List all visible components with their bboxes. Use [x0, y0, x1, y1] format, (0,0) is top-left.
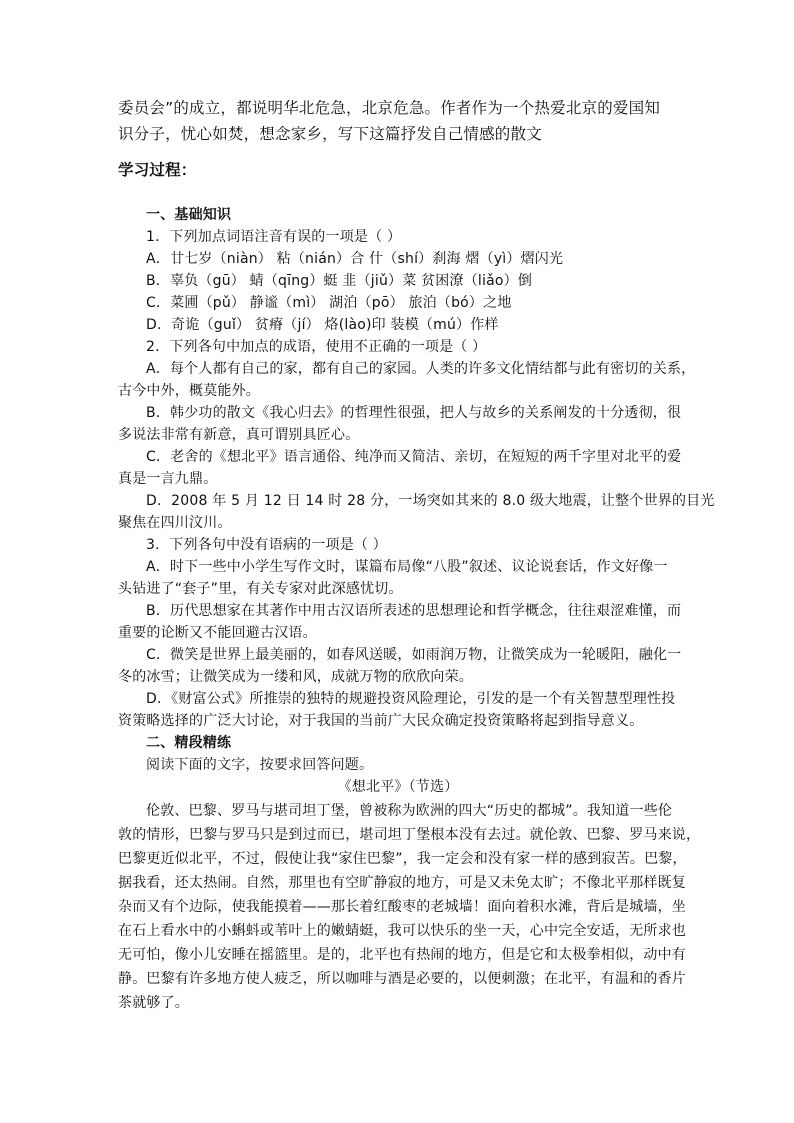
question-3-stem: 3．下列各句中没有语病的一项是（ ）: [146, 537, 387, 553]
passage-line: 伦敦、巴黎、罗马与堪司坦丁堡，曾被称为欧洲的四大“历史的都城”。我知道一些伦: [146, 803, 673, 819]
part2-heading: 二、精段精练: [146, 735, 232, 751]
question-2-stem: 2．下列各句中加点的成语，使用不正确的一项是（ ）: [146, 339, 487, 355]
question-3-line: 头钻进了“套子”里，有关专家对此深感忧切。: [118, 581, 403, 597]
question-3-line: 重要的论断又不能回避古汉语。: [118, 625, 317, 641]
question-2-line: B．韩少功的散文《我心归去》的哲理性很强，把人与故乡的关系阐发的十分透彻，很: [146, 405, 682, 421]
question-2-line: 多说法非常有新意，真可谓别具匠心。: [118, 427, 360, 443]
passage-title: 《想北平》（节选）: [337, 779, 459, 795]
question-2-line: C．老舍的《想北平》语言通俗、纯净而又简洁、亲切，在短短的两千字里对北平的爱: [146, 449, 682, 465]
question-1-stem: 1．下列加点词语注音有误的一项是（ ）: [146, 229, 402, 245]
question-1-option: C．菜圃（pǔ） 静谧（mì） 湖泊（pō） 旅泊（bó）之地: [146, 295, 512, 311]
question-2-line: 聚焦在四川汶川。: [118, 515, 232, 531]
question-3-line: D．《财富公式》所推崇的独特的规避投资风险理论，引发的是一个有关智慧型理性投: [146, 691, 676, 707]
passage-line: 杂而又有个边际，使我能摸着——那长着红酸枣的老城墙！面向着积水滩，背后是城墙，坐: [118, 899, 686, 915]
question-3-line: C．微笑是世界上最美丽的，如春风送暖，如雨润万物，让微笑成为一轮暖阳，融化一: [146, 647, 682, 663]
passage-line: 敦的情形，巴黎与罗马只是到过而已，堪司坦丁堡根本没有去过。就伦敦、巴黎、罗马来说，: [118, 827, 701, 843]
question-2-line: 真是一言九鼎。: [118, 471, 218, 487]
question-1-option: A．廿七岁（niàn） 粘（nián）合 什（shí）刹海 熠（yì）熠闪光: [146, 251, 564, 267]
question-2-line: D．2008 年 5 月 12 日 14 时 28 分，一场突如其来的 8.0 级大地震，让整个世界的目光: [146, 493, 715, 509]
intro-line: 识分子，忧心如焚，想念家乡，写下这篇抒发自己情感的散文: [118, 125, 542, 143]
passage-line: 巴黎更近似北平，不过，假使让我“家住巴黎”，我一定会和没有家一样的感到寂苦。巴黎，: [118, 851, 687, 867]
question-3-line: A．时下一些中小学生写作文时，谋篇布局像“八股”叙述、议论说套话，作文好像一: [146, 559, 668, 575]
question-1-option: D．奇诡（guǐ） 贫瘠（jí） 烙(lào)印 装模（mú）作样: [146, 317, 499, 333]
question-2-line: 古今中外，概莫能外。: [118, 383, 260, 399]
question-2-line: A．每个人都有自己的家，都有自己的家园。人类的许多文化情结都与此有密切的关系，: [146, 361, 696, 377]
passage-line: 在石上看水中的小蝌蚪或苇叶上的嫩蜻蜓，我可以快乐的坐一天，心中完全安适，无所求也: [118, 923, 686, 939]
section-title: 学习过程：: [118, 161, 197, 179]
question-3-line: 资策略选择的广泛大讨论，对于我国的当前广大民众确定投资策略将起到指导意义。: [118, 713, 644, 729]
intro-line: 委员会”的成立，都说明华北危急，北京危急。作者作为一个热爱北京的爱国知: [118, 99, 661, 117]
part1-heading: 一、基础知识: [146, 207, 232, 223]
passage-line: 无可怕，像小儿安睡在摇篮里。是的，北平也有热闹的地方，但是它和太极拳相似，动中有: [118, 947, 686, 963]
question-1-option: B．辜负（gū） 蜻（qīng）蜓 韭（jiǔ）菜 贫困潦（liǎo）倒: [146, 273, 533, 289]
passage-line: 静。巴黎有许多地方使人疲乏，所以咖啡与酒是必要的，以便刺激；在北平，有温和的香片: [118, 971, 686, 987]
passage-line: 茶就够了。: [118, 995, 189, 1011]
passage-line: 据我看，还太热闹。自然，那里也有空旷静寂的地方，可是又未免太旷；不像北平那样既复: [118, 875, 686, 891]
question-3-line: 冬的冰雪；让微笑成为一缕和风，成就万物的欣欣向荣。: [118, 669, 473, 685]
question-3-line: B．历代思想家在其著作中用古汉语所表述的思想理论和哲学概念，往往艰涩难懂，而: [146, 603, 682, 619]
part2-instruction: 阅读下面的文字，按要求回答问题。: [146, 757, 374, 773]
